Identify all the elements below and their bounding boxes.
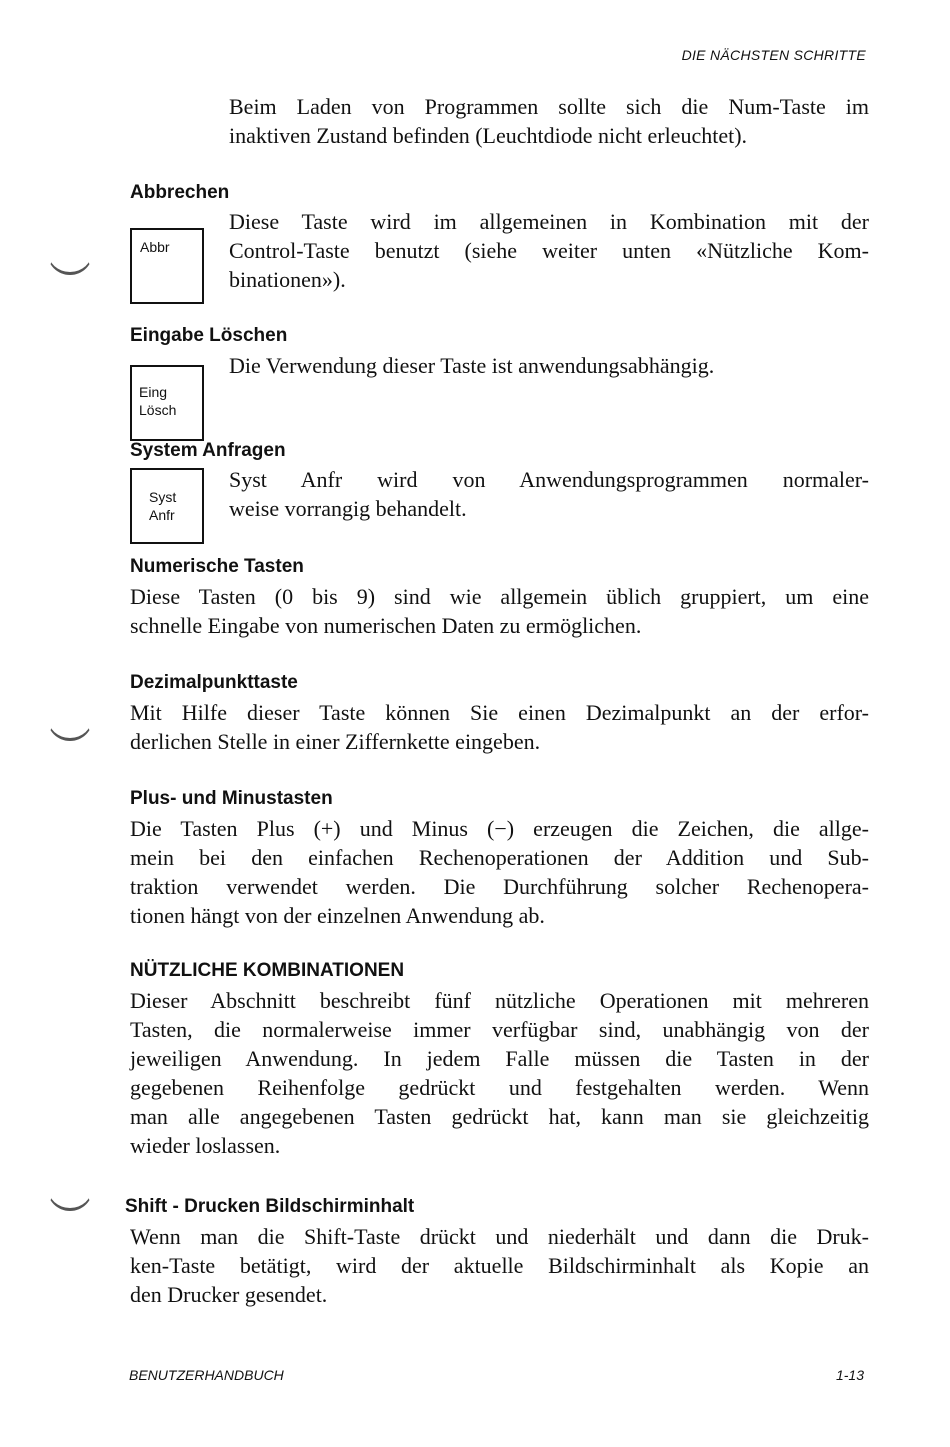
- key-label: Eing: [139, 384, 168, 400]
- key-label: Syst: [149, 489, 177, 505]
- text-line: tionen hängt von der einzelnen Anwendung ab.: [130, 903, 545, 928]
- text-line: traktion verwendet werden. Die Durchführung solcher Rechenopera-: [130, 874, 869, 899]
- text-line: Control-Taste benutzt (siehe weiter unten «Nützliche Kom-: [229, 238, 869, 263]
- text-line: derlichen Stelle in einer Ziffernkette eingeben.: [130, 729, 541, 754]
- section-heading-numerische-tasten: Numerische Tasten: [130, 556, 304, 577]
- text-line: Beim Laden von Programmen sollte sich die Num-Taste im: [229, 94, 869, 119]
- text-line: Mit Hilfe dieser Taste können Sie einen Dezimalpunkt an der erfor-: [130, 700, 869, 725]
- binder-hole-middle: [47, 716, 93, 741]
- text-line: Die Tasten Plus (+) und Minus (−) erzeugen die Zeichen, die allge-: [130, 816, 869, 841]
- footer-manual-title: BENUTZERHANDBUCH: [129, 1367, 284, 1383]
- kombinationen-paragraph: [130, 986, 869, 1160]
- binder-hole-bottom: [47, 1186, 93, 1211]
- text-line: inaktiven Zustand befinden (Leuchtdiode nicht erleuchtet).: [229, 123, 748, 148]
- text-line: Diese Taste wird im allgemeinen in Kombination mit der: [229, 209, 869, 234]
- running-header: DIE NÄCHSTEN SCHRITTE: [681, 47, 866, 63]
- dezimalpunkttaste-paragraph: [130, 698, 869, 756]
- section-heading-dezimalpunkttaste: Dezimalpunkttaste: [130, 672, 298, 693]
- section-heading-abbrechen: Abbrechen: [130, 182, 230, 203]
- text-line: Dieser Abschnitt beschreibt fünf nützliche Operationen mit mehreren: [130, 988, 869, 1013]
- section-heading-kombinationen: NÜTZLICHE KOMBINATIONEN: [130, 960, 405, 981]
- text-line: den Drucker gesendet.: [130, 1282, 328, 1307]
- section-heading-plus-minus: Plus- und Minustasten: [130, 788, 333, 809]
- text-line: Die Verwendung dieser Taste ist anwendungsabhängig.: [229, 353, 715, 378]
- eingabe-loeschen-paragraph: [229, 351, 869, 380]
- text-line: binationen»).: [229, 267, 346, 292]
- numerische-tasten-paragraph: [130, 582, 869, 640]
- key-label: Lösch: [139, 402, 177, 418]
- text-line: wieder loslassen.: [130, 1133, 281, 1158]
- intro-paragraph: [229, 92, 869, 150]
- text-line: man alle angegebenen Tasten gedrückt hat, kann man sie gleichzeitig: [130, 1104, 869, 1129]
- abbrechen-paragraph: [229, 207, 869, 294]
- binder-hole-top: [47, 250, 93, 275]
- key-label: Abbr: [140, 239, 170, 255]
- text-line: weise vorrangig behandelt.: [229, 496, 467, 521]
- key-eing-loesch-icon: [130, 365, 204, 441]
- text-line: ken-Taste betätigt, wird der aktuelle Bildschirminhalt als Kopie an: [130, 1253, 869, 1278]
- key-abbr-icon: [130, 228, 204, 304]
- plus-minus-paragraph: [130, 814, 869, 930]
- text-line: Diese Tasten (0 bis 9) sind wie allgemein üblich gruppiert, um eine: [130, 584, 869, 609]
- page-number: 1-13: [835, 1367, 864, 1383]
- text-line: Tasten, die normalerweise immer verfügbar sind, unabhängig von der: [130, 1017, 869, 1042]
- text-line: Wenn man die Shift-Taste drückt und niederhält und dann die Druk-: [130, 1224, 869, 1249]
- key-label: Anfr: [149, 507, 175, 523]
- text-line: mein bei den einfachen Rechenoperationen der Addition und Sub-: [130, 845, 869, 870]
- shift-drucken-paragraph: [130, 1222, 869, 1309]
- text-line: schnelle Eingabe von numerischen Daten zu ermöglichen.: [130, 613, 642, 638]
- section-heading-system-anfragen: System Anfragen: [130, 440, 286, 461]
- text-line: jeweiligen Anwendung. In jedem Falle müssen die Tasten in der: [130, 1046, 869, 1071]
- text-line: Syst Anfr wird von Anwendungsprogrammen normaler-: [229, 467, 869, 492]
- section-heading-eingabe-loeschen: Eingabe Löschen: [130, 325, 288, 346]
- section-heading-shift-drucken: Shift - Drucken Bildschirminhalt: [125, 1196, 415, 1217]
- system-anfragen-paragraph: [229, 465, 869, 523]
- key-syst-anfr-icon: [130, 468, 204, 544]
- text-line: gegebenen Reihenfolge gedrückt und festgehalten werden. Wenn: [130, 1075, 869, 1100]
